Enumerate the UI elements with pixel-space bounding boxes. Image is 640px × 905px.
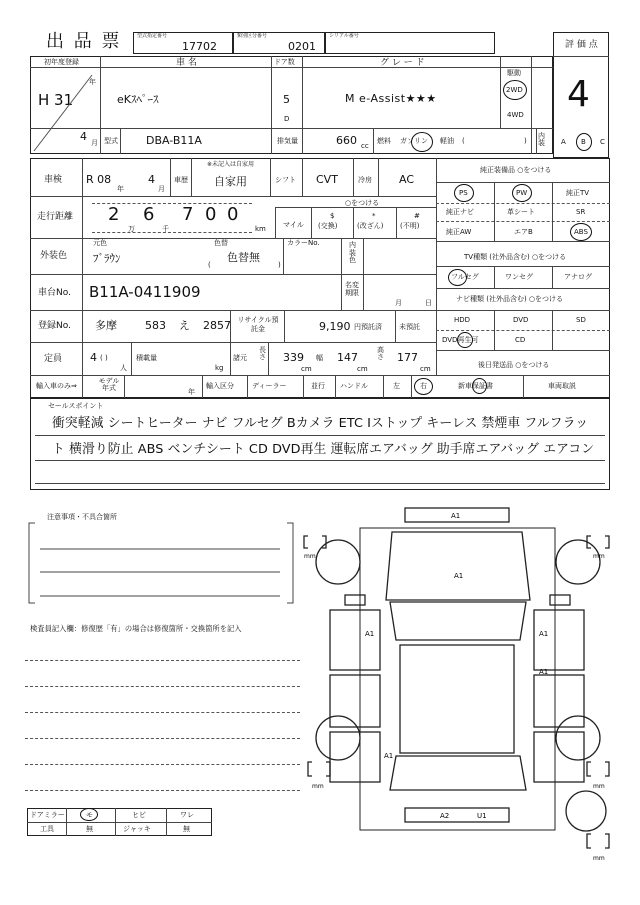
model-year-unit: 年 [188,388,195,396]
caution-label: 注意事項・不具合箇所 [47,513,117,521]
kaizan-label: (改ざん) [357,222,384,230]
handle-right-circle [414,378,433,395]
ship-warranty-circle [472,378,487,394]
a1-left-rear-label: A1 [384,752,394,760]
name-change-day: 日 [425,299,432,307]
grade: M e-Assist★★★ [345,92,437,105]
a1-hood-label: A1 [454,572,464,580]
cc-unit: cc [361,142,369,150]
capacity-value: 4 [90,351,97,364]
door-label: ドア数 [274,58,295,66]
import-dealer: ディーラー [252,382,287,390]
color-no-label: カラーNo. [287,239,320,247]
recycle-unit: 円預託済 [354,323,382,331]
length-cm: cm [301,365,312,373]
name-change-month: 月 [395,299,402,307]
mm-top-right: mm [593,553,605,560]
diagonal-slash [30,67,100,154]
mirror-value: モ [86,811,93,819]
plate-label: 登録No. [38,321,71,331]
mileage-digit-5: 0 [227,204,239,225]
drive-4wd: 4WD [507,111,524,119]
a1-top-label: A1 [451,512,461,520]
height-label: 高さ [377,346,384,361]
repaint-label: 色替 [214,239,228,247]
class-code-label: 類別区分番号 [237,33,268,39]
car-name-label: 車 名 [176,58,197,68]
mileage-mile: マイル [283,221,304,229]
name-change-label: 名変期限 [345,281,359,297]
fumei-hash: # [414,212,420,220]
interior-a: A [561,138,566,146]
mileage-man: 万 [128,225,135,233]
equip-tv: 純正TV [566,189,590,197]
interior-label: 内装 [538,132,545,147]
plate-kana: え [179,319,190,332]
length-value: 339 [283,351,304,364]
caution-bracket [25,515,300,610]
recycle-amount: 9,190 [319,320,351,333]
mileage-digit-4: 0 [205,204,217,225]
navi-hdd: HDD [454,316,471,324]
repaint-paren-open: ( [208,261,211,269]
width-label: 幅 [316,354,323,362]
score-label: 評 価 点 [565,40,598,50]
width-value: 147 [337,351,358,364]
width-cm: cm [357,365,368,373]
capacity-paren: ( ) [100,354,108,362]
ware-label: ワレ [180,811,194,819]
equip-pw-circle [512,184,532,202]
inspector-label: 検査員記入欄：修復歴「有」の場合は修復箇所・交換箇所を記入 [30,624,242,633]
score-value: 4 [567,74,590,115]
tv-analog: アナログ [564,273,592,281]
dvd-cd: CD [515,336,526,344]
mirror-label: ドアミラー [30,811,65,819]
model-code: DBA-B11A [146,134,202,147]
height-value: 177 [397,351,418,364]
plate-region: 多摩 [95,319,117,332]
interior-c: C [600,138,605,146]
tool-label: 工具 [40,825,54,833]
car-name: eKｽﾍﾟｰｽ [117,93,159,106]
drive-2wd: 2WD [506,86,523,94]
shift-label: シフト [275,176,296,184]
sales-line-2: ト 横滑り防止 ABS ベンチシート CD DVD再生 運転席エアバッグ 助手席エアバッグ エアコン [52,442,595,457]
equipment-title: 純正装備品 ○をつける [480,166,552,174]
chassis-label: 車台No. [38,288,71,298]
repaint-value: 色替無 [227,251,260,264]
u1-rear-label: U1 [477,812,487,820]
ship-manual: 車両取説 [548,382,576,390]
equip-abs-circle [570,223,592,241]
a1-left-front-label: A1 [365,630,375,638]
navi-type-title: ナビ種類 (社外品含む) ○をつける [456,295,564,303]
tool-value: 無 [86,825,93,833]
tv-oneseg: ワンセグ [505,273,533,281]
ac-value: AC [399,173,415,186]
drive-label: 駆動 [507,69,521,77]
exch-label: (交換) [318,222,338,230]
fumei-label: (不明) [400,222,420,230]
equip-ps-circle [454,184,474,202]
tv-fullseg: フルセグ [451,273,479,281]
orig-color-label: 元色 [93,239,107,247]
shift-value: CVT [316,173,338,186]
interior-b: B [581,138,586,146]
first-reg-label: 初年度登録 [44,58,79,66]
history-note: ※未記入は自家用 [207,161,255,168]
handle-right: 右 [420,382,427,390]
mileage-sen: 千 [162,225,169,233]
displacement-label: 排気量 [277,137,298,145]
mileage-digit-2: 6 [143,204,155,225]
equip-aw: 純正AW [446,228,472,236]
mm-mid-left: mm [312,783,324,790]
mileage-label: 走行距離 [37,212,74,222]
tv-fullseg-circle [448,269,467,286]
car-diagram [300,500,620,870]
drive-2wd-circle [503,80,527,100]
repaint-paren-close: ) [278,261,281,269]
load-unit: kg [215,364,224,372]
handle-label: ハンドル [340,382,368,390]
mileage-digit-1: 2 [108,204,120,225]
shaken-label: 車検 [44,175,63,185]
fuel-diesel: 軽油 [440,137,454,145]
jack-label: ジャッキ [123,825,151,833]
displacement: 660 [336,134,357,147]
interior-color-label: 内装色 [349,241,356,265]
equip-navi: 純正ナビ [446,208,474,216]
ship-title: 後日発送品 ○をつける [478,361,550,369]
mm-top-left: mm [304,553,316,560]
mileage-digit-3: 7 [182,204,194,225]
jack-value: 無 [183,825,190,833]
mileage-km: km [255,225,266,233]
import-parallel: 並行 [311,382,325,390]
recycle-label: リサイクル預託金 [237,316,279,334]
shaken-month: 4 [148,173,155,186]
hibi-label: ヒビ [132,811,146,819]
kaizan-star: * [372,212,376,220]
shaken-month-unit: 月 [158,185,165,193]
document-title: 出 品 票 [46,31,122,52]
chassis-number: B11A-0411909 [89,283,201,301]
recycle-unpaid: 未預託 [399,323,420,331]
interior-b-circle [576,133,592,151]
ac-label: 冷房 [358,176,372,184]
dvd-playback-circle [457,332,473,348]
class-code: 0201 [288,40,316,53]
fuel-label: 燃料 [377,137,391,145]
tv-type-title: TV種類 (社外品含む) ○をつける [464,253,567,261]
fuel-paren-close: ) [524,137,527,145]
length-label: 長さ [259,346,266,361]
shaken-year-unit: 年 [117,185,124,193]
mm-mid-right: mm [593,783,605,790]
mm-bottom-right: mm [593,855,605,862]
navi-sd: SD [576,316,586,324]
import-type-label: 輸入区分 [206,382,234,390]
history-label: 車歴 [174,176,188,184]
ship-warranty: 新車保証書 [458,382,493,390]
equip-sr: SR [576,208,586,216]
orig-color: ﾌﾞﾗｳﾝ [93,252,121,265]
sales-label: セールスポイント [48,402,104,410]
grade-label: グ レ ー ド [380,58,425,68]
mirror-circle [80,808,98,821]
history-value: 自家用 [214,175,247,188]
model-year-label: モデル年式 [98,377,120,392]
month-unit: 月 [91,139,98,147]
color-label: 外装色 [40,251,68,261]
navi-dvd: DVD [513,316,529,324]
handle-left: 左 [393,382,400,390]
capacity-label: 定員 [44,354,63,364]
capacity-unit: 人 [120,364,127,372]
year-unit: 年 [89,78,96,86]
equip-abs: ABS [574,228,588,236]
dvd-playback: DVD再生可 [442,336,479,344]
type-code-label: 型式指定番号 [137,33,168,39]
plate-class: 583 [145,319,166,332]
equip-airbag: エアB [514,228,533,236]
mileage-circle-hint: ○をつける [345,199,380,207]
load-label: 積載量 [136,354,157,362]
serial-label: シリアル番号 [329,33,359,39]
plate-number: 2857 [203,319,231,332]
type-code: 17702 [182,40,217,53]
import-label: 輸入車のみ⇒ [36,382,77,390]
dims-label: 諸元 [233,354,247,362]
a2-rear-label: A2 [440,812,450,820]
first-reg-year: H 31 [38,91,74,109]
fuel-gasoline: ガソリン [400,137,428,145]
door-type: D [284,115,290,123]
shaken-year: R 08 [86,173,112,186]
model-label: 型式 [104,137,118,145]
door-count: 5 [283,93,290,106]
fuel-gasoline-circle [411,132,433,152]
fuel-paren: ( [462,137,465,145]
equip-pw: PW [516,189,528,197]
equip-leather: 革シート [507,208,535,216]
exch-dollar: $ [330,212,335,220]
equip-ps: PS [459,189,468,197]
height-cm: cm [420,365,431,373]
first-reg-month: 4 [80,130,87,143]
a1-right-front-label: A1 [539,630,549,638]
a1-right-door-label: A1 [539,668,549,676]
sales-line-1: 衝突軽減 シートヒーター ナビ フルセグ Bカメラ ETC Iストップ キーレス 禁煙車 フルフラッ [52,416,589,431]
